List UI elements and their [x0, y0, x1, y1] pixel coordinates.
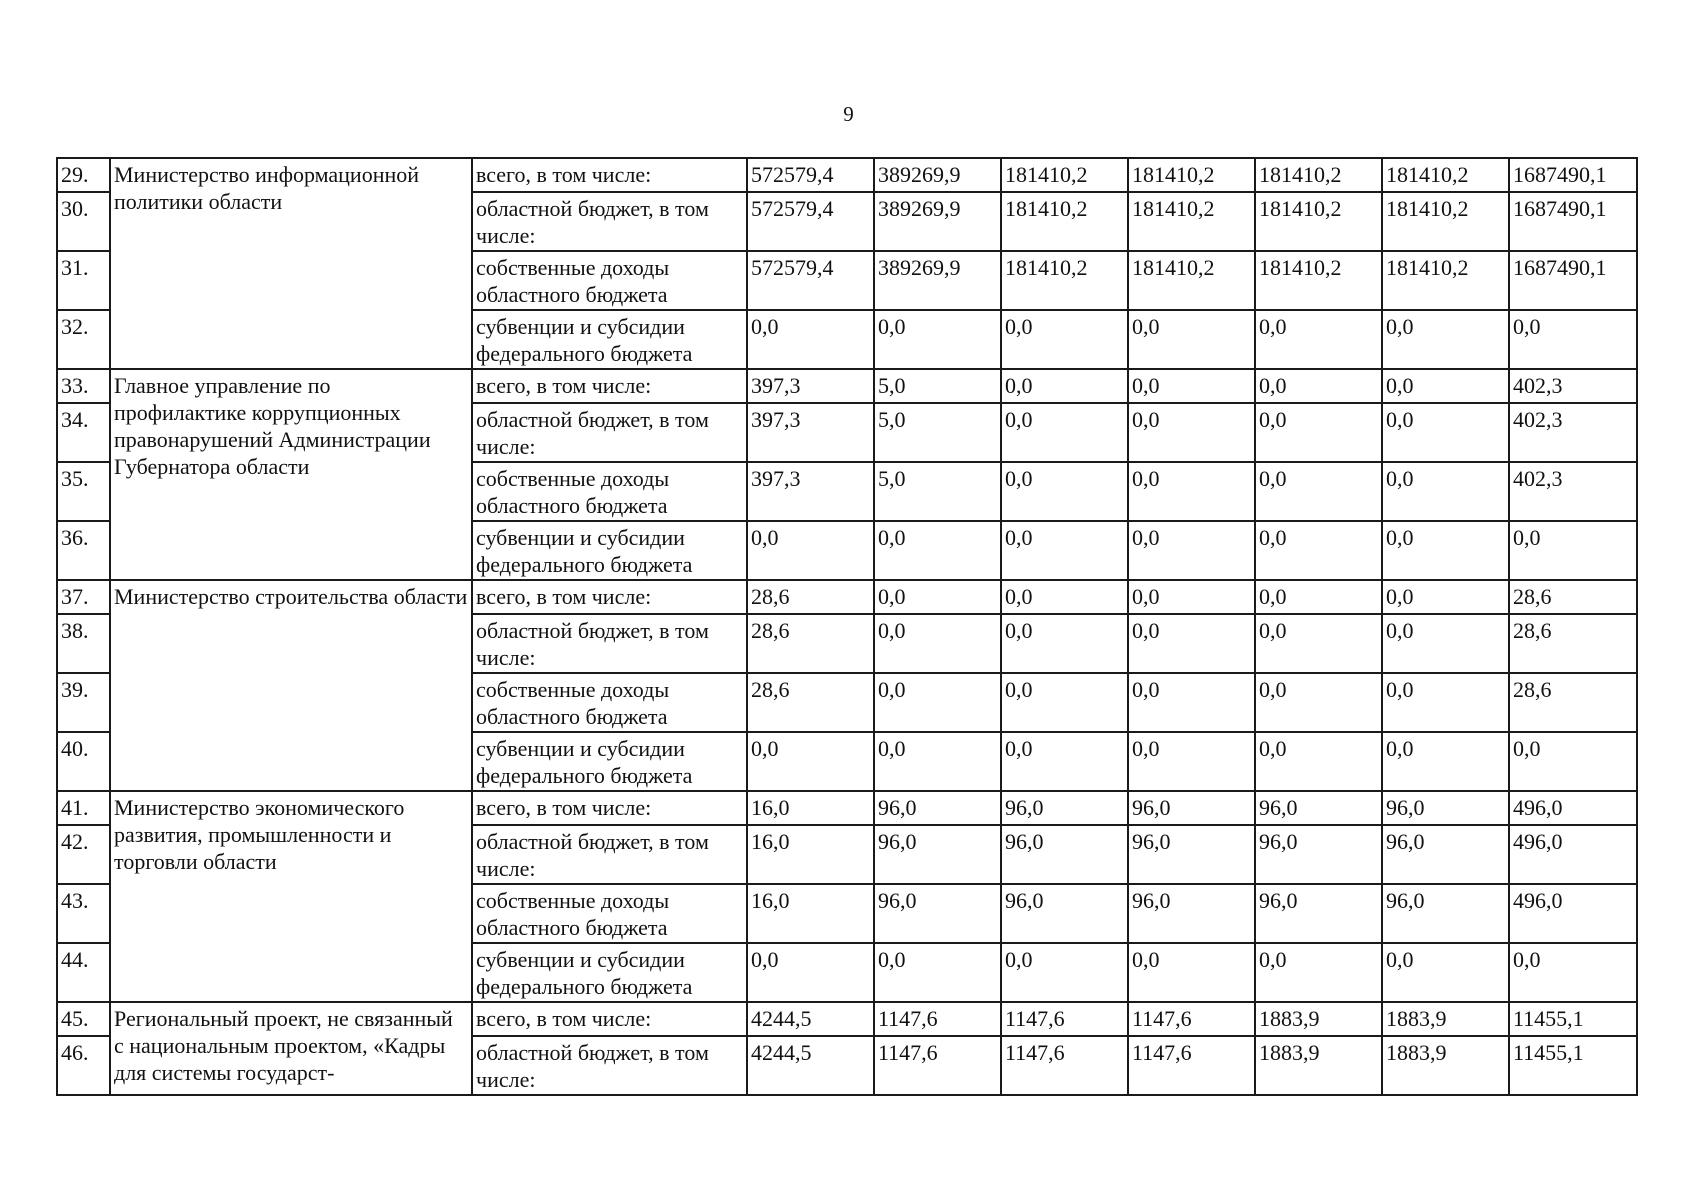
amount-cell: 0,0 [1509, 732, 1637, 791]
amount-cell: 0,0 [1128, 673, 1255, 732]
row-number: 31. [57, 251, 110, 310]
amount-cell: 0,0 [1128, 943, 1255, 1002]
amount-cell: 28,6 [1509, 580, 1637, 614]
amount-cell: 96,0 [1255, 791, 1382, 825]
amount-cell: 572579,4 [747, 192, 874, 251]
row-number: 44. [57, 943, 110, 1002]
funding-source: субвенции и субсидии федерального бюджета [472, 521, 747, 580]
amount-cell: 0,0 [1382, 580, 1509, 614]
amount-cell: 0,0 [1001, 521, 1128, 580]
table-row [57, 580, 1637, 614]
amount-cell: 0,0 [1001, 580, 1128, 614]
amount-cell: 572579,4 [747, 251, 874, 310]
funding-source: всего, в том числе: [472, 791, 747, 825]
organisation-name: Министерство экономического развития, промышленности и торговли области [110, 791, 472, 1002]
amount-cell: 181410,2 [1255, 251, 1382, 310]
amount-cell: 0,0 [1382, 673, 1509, 732]
row-number: 43. [57, 884, 110, 943]
row-number: 32. [57, 310, 110, 369]
amount-cell: 0,0 [1255, 521, 1382, 580]
funding-source: собственные доходы областного бюджета [472, 884, 747, 943]
amount-cell: 96,0 [1382, 884, 1509, 943]
amount-cell: 0,0 [1382, 732, 1509, 791]
amount-cell: 181410,2 [1382, 251, 1509, 310]
row-number: 45. [57, 1002, 110, 1036]
amount-cell: 0,0 [1509, 310, 1637, 369]
funding-source: субвенции и субсидии федерального бюджета [472, 943, 747, 1002]
amount-cell: 0,0 [1382, 369, 1509, 403]
amount-cell: 0,0 [1509, 521, 1637, 580]
amount-cell: 496,0 [1509, 791, 1637, 825]
amount-cell: 181410,2 [1255, 158, 1382, 192]
amount-cell: 0,0 [1128, 732, 1255, 791]
amount-cell: 1687490,1 [1509, 192, 1637, 251]
amount-cell: 1883,9 [1255, 1002, 1382, 1036]
amount-cell: 0,0 [747, 943, 874, 1002]
amount-cell: 96,0 [1382, 825, 1509, 884]
row-number: 33. [57, 369, 110, 403]
amount-cell: 0,0 [1001, 673, 1128, 732]
organisation-name: Главное управление по профилактике коррупционных правонарушений Администрации Губернатора области [110, 369, 472, 580]
row-number: 30. [57, 192, 110, 251]
amount-cell: 28,6 [747, 580, 874, 614]
amount-cell: 1147,6 [1128, 1002, 1255, 1036]
amount-cell: 11455,1 [1509, 1036, 1637, 1095]
amount-cell: 96,0 [1128, 825, 1255, 884]
amount-cell: 0,0 [1255, 462, 1382, 521]
funding-source: всего, в том числе: [472, 158, 747, 192]
amount-cell: 96,0 [874, 825, 1001, 884]
row-number: 41. [57, 791, 110, 825]
amount-cell: 0,0 [874, 614, 1001, 673]
amount-cell: 181410,2 [1001, 192, 1128, 251]
amount-cell: 96,0 [874, 884, 1001, 943]
amount-cell: 402,3 [1509, 462, 1637, 521]
amount-cell: 0,0 [1255, 614, 1382, 673]
amount-cell: 0,0 [1128, 403, 1255, 462]
amount-cell: 0,0 [1128, 310, 1255, 369]
amount-cell: 181410,2 [1128, 251, 1255, 310]
amount-cell: 1147,6 [874, 1002, 1001, 1036]
table-row [57, 791, 1637, 825]
row-number: 29. [57, 158, 110, 192]
amount-cell: 0,0 [1255, 732, 1382, 791]
table-row [57, 369, 1637, 403]
row-number: 40. [57, 732, 110, 791]
amount-cell: 96,0 [1001, 825, 1128, 884]
amount-cell: 28,6 [747, 673, 874, 732]
funding-source: всего, в том числе: [472, 369, 747, 403]
amount-cell: 0,0 [1255, 580, 1382, 614]
amount-cell: 0,0 [1001, 943, 1128, 1002]
amount-cell: 0,0 [1001, 732, 1128, 791]
amount-cell: 1687490,1 [1509, 251, 1637, 310]
amount-cell: 0,0 [874, 943, 1001, 1002]
amount-cell: 0,0 [747, 732, 874, 791]
row-number: 36. [57, 521, 110, 580]
amount-cell: 0,0 [1001, 369, 1128, 403]
amount-cell: 0,0 [1255, 403, 1382, 462]
amount-cell: 181410,2 [1128, 158, 1255, 192]
row-number: 34. [57, 403, 110, 462]
amount-cell: 0,0 [1255, 943, 1382, 1002]
amount-cell: 96,0 [1255, 884, 1382, 943]
amount-cell: 5,0 [874, 403, 1001, 462]
amount-cell: 0,0 [874, 521, 1001, 580]
amount-cell: 0,0 [1382, 403, 1509, 462]
amount-cell: 16,0 [747, 884, 874, 943]
amount-cell: 0,0 [1128, 580, 1255, 614]
amount-cell: 5,0 [874, 462, 1001, 521]
amount-cell: 1147,6 [1001, 1002, 1128, 1036]
organisation-name: Региональный проект, не связанный с национальным проектом, «Кадры для системы государст- [110, 1002, 472, 1095]
funding-source: субвенции и субсидии федерального бюджета [472, 732, 747, 791]
funding-source: областной бюджет, в том числе: [472, 1036, 747, 1095]
amount-cell: 0,0 [1382, 462, 1509, 521]
row-number: 38. [57, 614, 110, 673]
amount-cell: 181410,2 [1001, 251, 1128, 310]
amount-cell: 181410,2 [1382, 158, 1509, 192]
amount-cell: 5,0 [874, 369, 1001, 403]
funding-source: всего, в том числе: [472, 1002, 747, 1036]
amount-cell: 0,0 [874, 732, 1001, 791]
amount-cell: 0,0 [1382, 310, 1509, 369]
organisation-name: Министерство информационной политики области [110, 158, 472, 369]
funding-source: собственные доходы областного бюджета [472, 462, 747, 521]
amount-cell: 1147,6 [1001, 1036, 1128, 1095]
amount-cell: 0,0 [1128, 614, 1255, 673]
amount-cell: 402,3 [1509, 369, 1637, 403]
funding-source: областной бюджет, в том числе: [472, 825, 747, 884]
amount-cell: 96,0 [1001, 884, 1128, 943]
amount-cell: 16,0 [747, 825, 874, 884]
amount-cell: 0,0 [1128, 369, 1255, 403]
amount-cell: 402,3 [1509, 403, 1637, 462]
amount-cell: 28,6 [1509, 673, 1637, 732]
amount-cell: 96,0 [1255, 825, 1382, 884]
funding-source: областной бюджет, в том числе: [472, 614, 747, 673]
amount-cell: 0,0 [874, 310, 1001, 369]
amount-cell: 1147,6 [874, 1036, 1001, 1095]
page-number: 9 [843, 102, 854, 126]
amount-cell: 0,0 [747, 310, 874, 369]
amount-cell: 0,0 [874, 673, 1001, 732]
row-number: 35. [57, 462, 110, 521]
amount-cell: 28,6 [747, 614, 874, 673]
amount-cell: 397,3 [747, 462, 874, 521]
row-number: 42. [57, 825, 110, 884]
row-number: 46. [57, 1036, 110, 1095]
amount-cell: 0,0 [1128, 462, 1255, 521]
funding-source: собственные доходы областного бюджета [472, 673, 747, 732]
amount-cell: 1883,9 [1382, 1002, 1509, 1036]
amount-cell: 4244,5 [747, 1002, 874, 1036]
amount-cell: 96,0 [1382, 791, 1509, 825]
amount-cell: 0,0 [1001, 462, 1128, 521]
amount-cell: 389269,9 [874, 192, 1001, 251]
funding-source: областной бюджет, в том числе: [472, 403, 747, 462]
organisation-name: Министерство строительства области [110, 580, 472, 791]
amount-cell: 496,0 [1509, 825, 1637, 884]
amount-cell: 397,3 [747, 369, 874, 403]
amount-cell: 0,0 [1382, 521, 1509, 580]
amount-cell: 181410,2 [1001, 158, 1128, 192]
amount-cell: 28,6 [1509, 614, 1637, 673]
amount-cell: 96,0 [1128, 884, 1255, 943]
budget-table [56, 157, 1638, 1096]
amount-cell: 0,0 [1001, 310, 1128, 369]
row-number: 37. [57, 580, 110, 614]
amount-cell: 1883,9 [1382, 1036, 1509, 1095]
amount-cell: 496,0 [1509, 884, 1637, 943]
row-number: 39. [57, 673, 110, 732]
amount-cell: 96,0 [1128, 791, 1255, 825]
amount-cell: 181410,2 [1382, 192, 1509, 251]
funding-source: всего, в том числе: [472, 580, 747, 614]
amount-cell: 0,0 [1128, 521, 1255, 580]
amount-cell: 1687490,1 [1509, 158, 1637, 192]
amount-cell: 0,0 [874, 580, 1001, 614]
amount-cell: 0,0 [1255, 673, 1382, 732]
funding-source: субвенции и субсидии федерального бюджета [472, 310, 747, 369]
amount-cell: 1147,6 [1128, 1036, 1255, 1095]
amount-cell: 0,0 [747, 521, 874, 580]
amount-cell: 0,0 [1001, 403, 1128, 462]
table-row [57, 158, 1637, 192]
amount-cell: 0,0 [1509, 943, 1637, 1002]
amount-cell: 16,0 [747, 791, 874, 825]
amount-cell: 96,0 [874, 791, 1001, 825]
amount-cell: 0,0 [1382, 943, 1509, 1002]
funding-source: областной бюджет, в том числе: [472, 192, 747, 251]
table-row [57, 1002, 1637, 1036]
amount-cell: 0,0 [1382, 614, 1509, 673]
amount-cell: 389269,9 [874, 251, 1001, 310]
amount-cell: 4244,5 [747, 1036, 874, 1095]
amount-cell: 0,0 [1255, 310, 1382, 369]
amount-cell: 389269,9 [874, 158, 1001, 192]
amount-cell: 181410,2 [1255, 192, 1382, 251]
amount-cell: 181410,2 [1128, 192, 1255, 251]
amount-cell: 0,0 [1255, 369, 1382, 403]
amount-cell: 397,3 [747, 403, 874, 462]
amount-cell: 1883,9 [1255, 1036, 1382, 1095]
amount-cell: 572579,4 [747, 158, 874, 192]
amount-cell: 96,0 [1001, 791, 1128, 825]
amount-cell: 0,0 [1001, 614, 1128, 673]
funding-source: собственные доходы областного бюджета [472, 251, 747, 310]
amount-cell: 11455,1 [1509, 1002, 1637, 1036]
